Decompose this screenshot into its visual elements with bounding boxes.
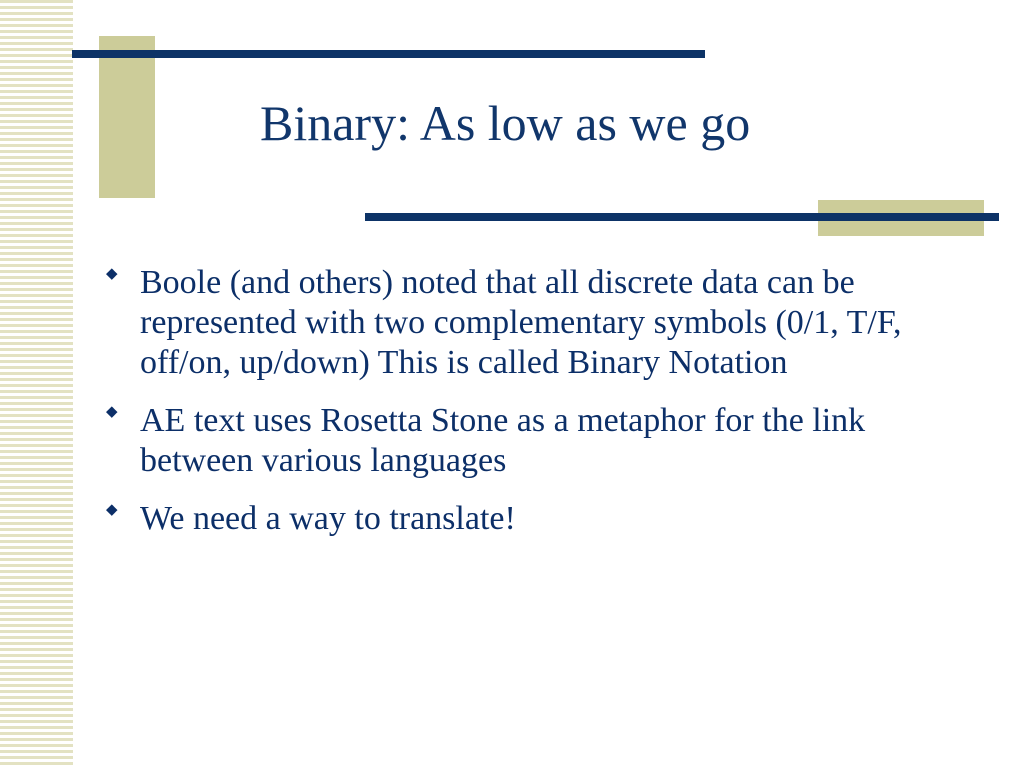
bullet-item [103,263,983,383]
title-top-rule [72,50,705,58]
diamond-bullet-icon: ◆ [106,266,118,282]
left-decorative-stripes [0,0,73,768]
diamond-bullet-icon: ◆ [106,404,118,420]
title-accent-block-left [99,36,155,198]
bullet-list [103,263,983,557]
bullet-text: AE text uses Rosetta Stone as a metaphor for the link between various languages [140,402,866,479]
title-bottom-rule [365,213,999,221]
bullet-text: We need a way to translate! [140,500,516,537]
diamond-bullet-icon: ◆ [106,502,118,518]
bullet-text: Boole (and others) noted that all discrete data can be represented with two complementary symbols (0/1, T/F, off/on, up/down) This is called Binary Notation [140,264,902,381]
slide-title: Binary: As low as we go [260,95,751,151]
bullet-item [103,401,983,481]
bullet-item [103,499,983,539]
